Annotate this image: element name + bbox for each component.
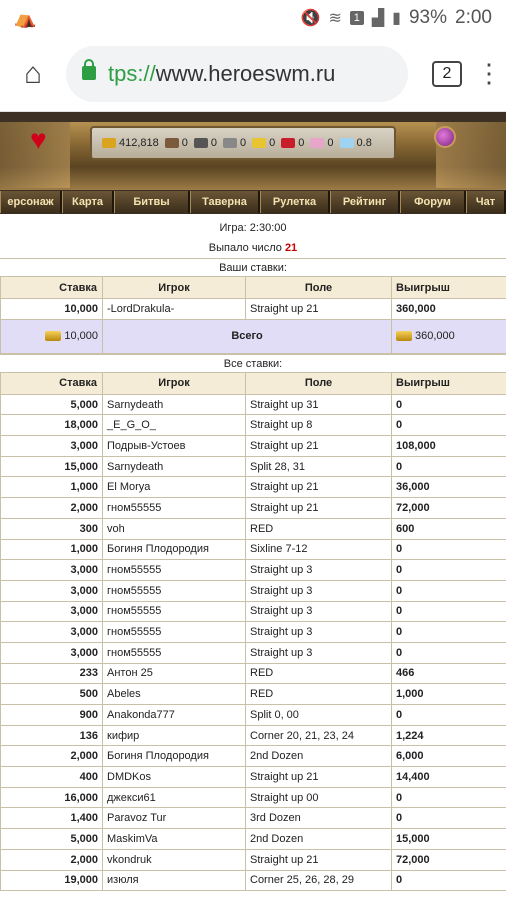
bet-row xyxy=(1,767,506,788)
bet-win: 0 xyxy=(392,394,506,415)
diamond-icon xyxy=(340,138,354,148)
bet-row xyxy=(1,498,506,519)
status-bar xyxy=(0,0,506,36)
bet-win: 0 xyxy=(392,580,506,601)
crystal-icon xyxy=(281,138,295,148)
bet-row xyxy=(1,560,506,581)
bet-win: 108,000 xyxy=(392,436,506,457)
all-bets-title: Все ставки: xyxy=(0,354,506,372)
game-header xyxy=(0,112,506,190)
bet-stake: 1,000 xyxy=(1,539,103,560)
bet-field: Straight up 3 xyxy=(246,622,392,643)
bet-row xyxy=(1,477,506,498)
bet-stake: 1,400 xyxy=(1,808,103,829)
bet-win: 14,400 xyxy=(392,767,506,788)
bet-win: 6,000 xyxy=(392,746,506,767)
bet-stake: 136 xyxy=(1,725,103,746)
bet-win: 0 xyxy=(392,870,506,891)
sim-icon: 1 xyxy=(350,11,364,25)
gold-icon xyxy=(396,331,412,341)
nav-map[interactable]: Карта xyxy=(62,191,114,213)
bet-field: Straight up 3 xyxy=(246,580,392,601)
bet-player[interactable]: гном55555 xyxy=(103,642,246,663)
bet-player[interactable]: Подрыв-Устоев xyxy=(103,436,246,457)
bet-player[interactable]: гном55555 xyxy=(103,580,246,601)
bet-field: Straight up 21 xyxy=(246,436,392,457)
winning-number-line: Выпало число 21 xyxy=(208,242,298,254)
bet-stake: 3,000 xyxy=(1,580,103,601)
bet-player[interactable]: El Morya xyxy=(103,477,246,498)
bet-row xyxy=(1,299,506,320)
bet-row xyxy=(1,518,506,539)
bet-stake: 5,000 xyxy=(1,394,103,415)
nav-chat[interactable]: Чат xyxy=(466,191,506,213)
bet-stake: 10,000 xyxy=(1,299,103,320)
col-win: Выигрыш xyxy=(392,277,506,299)
bet-player[interactable]: Paravoz Tur xyxy=(103,808,246,829)
bet-stake: 19,000 xyxy=(1,870,103,891)
mute-icon: 🔇 xyxy=(300,10,321,27)
mercury-icon xyxy=(223,138,237,148)
bet-field: Split 28, 31 xyxy=(246,456,392,477)
bet-win: 0 xyxy=(392,808,506,829)
nav-tavern[interactable]: Таверна xyxy=(190,191,260,213)
tab-switcher-button[interactable]: 2 xyxy=(432,61,462,87)
bet-win: 15,000 xyxy=(392,829,506,850)
bet-stake: 300 xyxy=(1,518,103,539)
bet-player[interactable]: _E_G_O_ xyxy=(103,415,246,436)
bet-field: Sixline 7-12 xyxy=(246,539,392,560)
battery-level: 93% xyxy=(408,7,448,28)
bet-field: Split 0, 00 xyxy=(246,705,392,726)
bet-win: 1,224 xyxy=(392,725,506,746)
all-bets-table xyxy=(0,372,506,892)
bet-stake: 2,000 xyxy=(1,498,103,519)
nav-battles[interactable]: Битвы xyxy=(114,191,190,213)
total-label: Всего xyxy=(103,319,392,353)
bet-field: Corner 20, 21, 23, 24 xyxy=(246,725,392,746)
bet-player[interactable]: Abeles xyxy=(103,684,246,705)
home-icon[interactable]: ⌂ xyxy=(23,56,43,90)
bet-row xyxy=(1,415,506,436)
bet-win: 466 xyxy=(392,663,506,684)
app-notification-icon: ⛺ xyxy=(14,7,37,28)
bet-row xyxy=(1,870,506,891)
game-time: Игра: 2:30:00 xyxy=(219,222,287,234)
bet-win: 1,000 xyxy=(392,684,506,705)
bet-win: 0 xyxy=(392,622,506,643)
bet-row xyxy=(1,580,506,601)
bet-player[interactable]: DMDKos xyxy=(103,767,246,788)
browser-toolbar xyxy=(0,36,506,112)
bet-row xyxy=(1,705,506,726)
bet-stake: 2,000 xyxy=(1,849,103,870)
total-win: 360,000 xyxy=(415,330,455,343)
battery-icon: ▮ xyxy=(392,10,401,27)
wifi-icon: ≋ xyxy=(328,10,342,27)
bet-stake: 2,000 xyxy=(1,746,103,767)
bet-win: 36,000 xyxy=(392,477,506,498)
bet-player[interactable]: vkondruk xyxy=(103,849,246,870)
bet-stake: 15,000 xyxy=(1,456,103,477)
main-nav xyxy=(0,190,506,214)
bet-field: RED xyxy=(246,684,392,705)
bet-player[interactable]: кифир xyxy=(103,725,246,746)
bet-field: Corner 25, 26, 28, 29 xyxy=(246,870,392,891)
bet-win: 360,000 xyxy=(392,299,506,320)
roulette-results xyxy=(0,214,506,891)
col-stake: Ставка xyxy=(1,277,103,299)
bet-win: 0 xyxy=(392,539,506,560)
potion-icon[interactable] xyxy=(434,126,456,148)
bet-player[interactable]: гном55555 xyxy=(103,560,246,581)
bet-win: 0 xyxy=(392,601,506,622)
bet-field: Straight up 3 xyxy=(246,601,392,622)
bet-row xyxy=(1,456,506,477)
bet-field: 2nd Dozen xyxy=(246,746,392,767)
bet-stake: 18,000 xyxy=(1,415,103,436)
ore-icon xyxy=(194,138,208,148)
winning-number: 21 xyxy=(284,242,298,254)
bet-player[interactable]: джекси61 xyxy=(103,787,246,808)
bet-stake: 1,000 xyxy=(1,477,103,498)
bet-win: 72,000 xyxy=(392,849,506,870)
bet-row xyxy=(1,684,506,705)
gems-icon xyxy=(310,138,324,148)
bet-win: 0 xyxy=(392,705,506,726)
lock-icon xyxy=(82,66,96,80)
bet-player[interactable]: MaskimVa xyxy=(103,829,246,850)
gold-icon xyxy=(45,331,61,341)
bet-field: Straight up 00 xyxy=(246,787,392,808)
bet-player[interactable]: гном55555 xyxy=(103,622,246,643)
my-bets-title: Ваши ставки: xyxy=(0,258,506,276)
bet-row xyxy=(1,394,506,415)
bet-field: Straight up 21 xyxy=(246,767,392,788)
bet-win: 0 xyxy=(392,415,506,436)
gold-icon xyxy=(102,138,116,148)
bet-row xyxy=(1,787,506,808)
bet-player[interactable]: Богиня Плодородия xyxy=(103,539,246,560)
bet-row xyxy=(1,725,506,746)
bet-player[interactable]: гном55555 xyxy=(103,498,246,519)
bet-player[interactable]: гном55555 xyxy=(103,601,246,622)
bet-field: Straight up 8 xyxy=(246,415,392,436)
bet-player[interactable]: Sarnydeath xyxy=(103,394,246,415)
col-field: Поле xyxy=(246,277,392,299)
bet-player[interactable]: Антон 25 xyxy=(103,663,246,684)
total-row xyxy=(1,319,506,353)
bet-field: Straight up 3 xyxy=(246,642,392,663)
bet-win: 0 xyxy=(392,642,506,663)
resources-bar: 412,818 0 0 0 0 0 0 0.8 xyxy=(90,126,396,160)
bet-field: RED xyxy=(246,518,392,539)
bet-field: 3rd Dozen xyxy=(246,808,392,829)
bet-player[interactable]: Sarnydeath xyxy=(103,456,246,477)
bet-stake: 3,000 xyxy=(1,622,103,643)
bet-player[interactable]: Anakonda777 xyxy=(103,705,246,726)
bet-row xyxy=(1,829,506,850)
bet-row xyxy=(1,808,506,829)
bet-win: 600 xyxy=(392,518,506,539)
url-host: www.heroeswm.ru xyxy=(155,60,336,86)
bet-stake: 3,000 xyxy=(1,601,103,622)
bet-stake: 16,000 xyxy=(1,787,103,808)
nav-rating[interactable]: Рейтинг xyxy=(330,191,400,213)
bet-field: Straight up 21 xyxy=(246,299,392,320)
bet-stake: 3,000 xyxy=(1,436,103,457)
url-scheme: tps:// xyxy=(108,60,156,86)
bet-row xyxy=(1,622,506,643)
clock: 2:00 xyxy=(455,7,492,28)
bet-field: Straight up 21 xyxy=(246,498,392,519)
signal-icon: ▟ xyxy=(371,10,385,27)
bet-stake: 3,000 xyxy=(1,642,103,663)
bet-player[interactable]: Богиня Плодородия xyxy=(103,746,246,767)
bet-field: Straight up 3 xyxy=(246,560,392,581)
bet-win: 0 xyxy=(392,560,506,581)
bet-field: 2nd Dozen xyxy=(246,829,392,850)
my-bets-table xyxy=(0,276,506,354)
col-win: Выигрыш xyxy=(392,372,506,394)
col-player: Игрок xyxy=(103,372,246,394)
bet-row xyxy=(1,642,506,663)
bet-stake: 3,000 xyxy=(1,560,103,581)
bet-stake: 233 xyxy=(1,663,103,684)
bet-row xyxy=(1,663,506,684)
wood-icon xyxy=(165,138,179,148)
bet-field: Straight up 21 xyxy=(246,849,392,870)
bet-row xyxy=(1,746,506,767)
more-menu-icon[interactable]: ⋮ xyxy=(476,58,502,88)
col-field: Поле xyxy=(246,372,392,394)
bet-field: Straight up 21 xyxy=(246,477,392,498)
col-stake: Ставка xyxy=(1,372,103,394)
bet-win: 0 xyxy=(392,787,506,808)
col-player: Игрок xyxy=(103,277,246,299)
bet-field: RED xyxy=(246,663,392,684)
bet-win: 0 xyxy=(392,456,506,477)
nav-forum[interactable]: Форум xyxy=(400,191,466,213)
nav-character[interactable]: ерсонаж xyxy=(0,191,62,213)
bet-player[interactable]: voh xyxy=(103,518,246,539)
total-stake: 10,000 xyxy=(64,330,98,343)
bet-row xyxy=(1,849,506,870)
bet-row xyxy=(1,539,506,560)
bet-win: 72,000 xyxy=(392,498,506,519)
nav-roulette[interactable]: Рулетка xyxy=(260,191,330,213)
bet-stake: 500 xyxy=(1,684,103,705)
sulfur-icon xyxy=(252,138,266,148)
bet-stake: 400 xyxy=(1,767,103,788)
bet-stake: 5,000 xyxy=(1,829,103,850)
bet-row xyxy=(1,436,506,457)
gold-amount: 412,818 xyxy=(119,137,159,149)
address-bar[interactable] xyxy=(66,46,408,102)
bet-player[interactable]: изюля xyxy=(103,870,246,891)
bet-field: Straight up 31 xyxy=(246,394,392,415)
health-heart-icon[interactable]: ♥ xyxy=(30,124,47,155)
bet-row xyxy=(1,601,506,622)
bet-player[interactable]: -LordDrakula- xyxy=(103,299,246,320)
bet-stake: 900 xyxy=(1,705,103,726)
